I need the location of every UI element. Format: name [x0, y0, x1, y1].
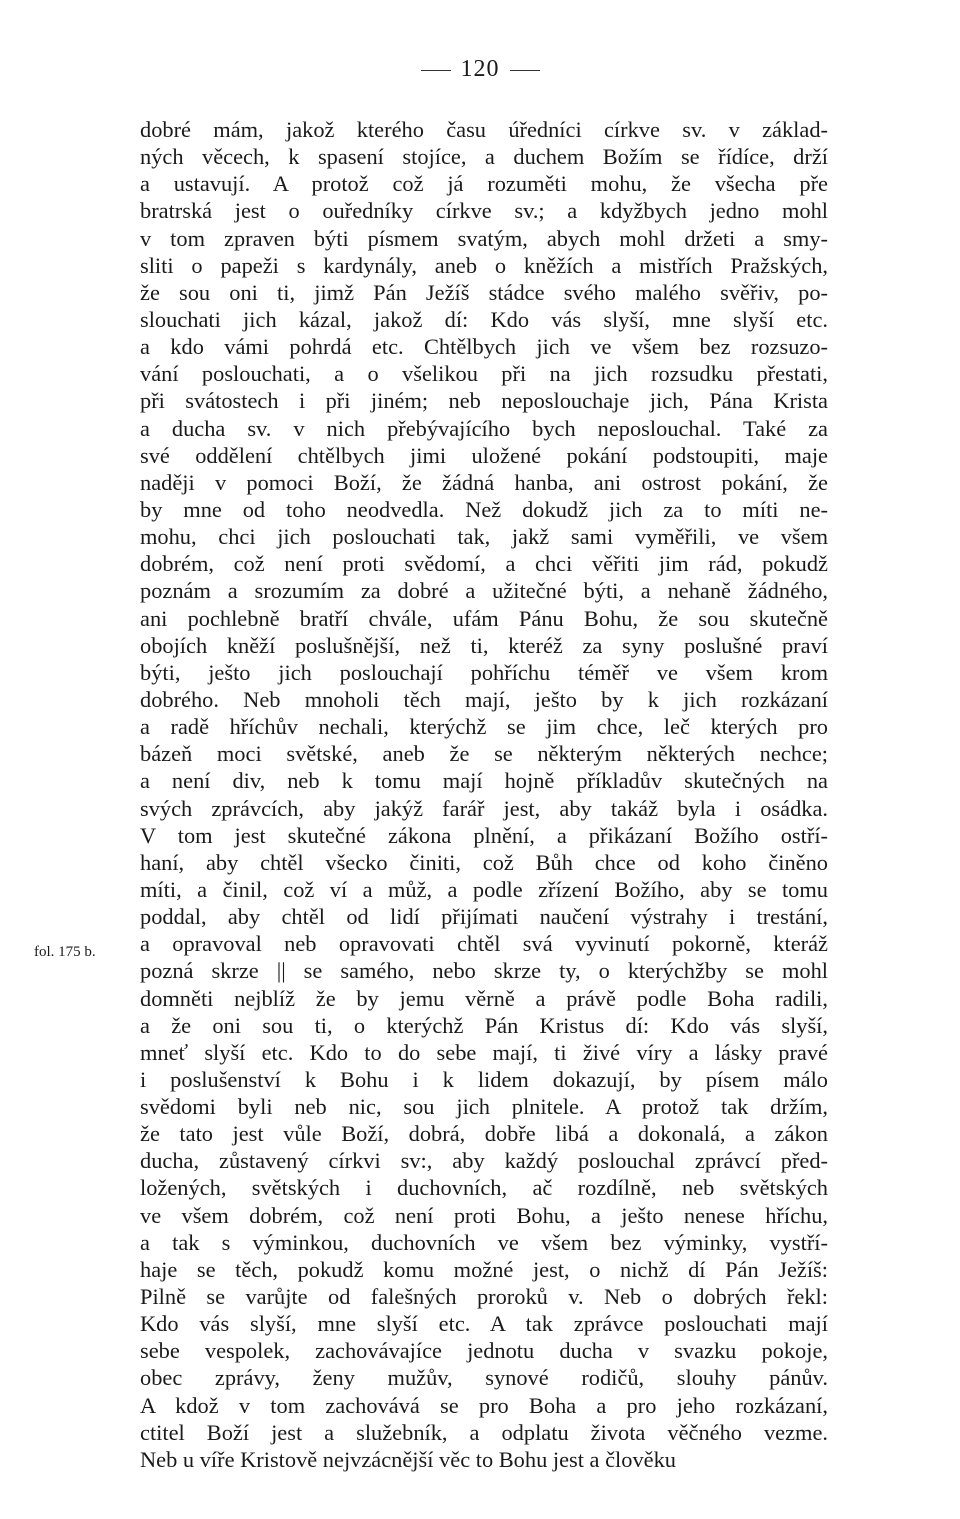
- text-line: dobrého. Neb mnoholi těch mají, ješto by k jich rozkázaní: [140, 686, 828, 712]
- text-line: a ducha sv. v nich přebývajícího bych neposlouchal. Také za: [140, 415, 828, 441]
- text-line: mneť slyší etc. Kdo to do sebe mají, ti živé víry a lásky pravé: [140, 1039, 828, 1065]
- text-line: a radě hříchův nechali, kterýchž se jim chce, leč kterých pro: [140, 714, 828, 740]
- text-line: slouchati jich kázal, jakož dí: Kdo vás slyší, mne slyší etc.: [140, 306, 828, 332]
- text-line: a opravoval neb opravovati chtěl svá vyvinutí pokorně, kteráž: [140, 931, 828, 957]
- text-line: že tato jest vůle Boží, dobrá, dobře libá a dokonalá, a zákon: [140, 1121, 828, 1147]
- text-line: haní, aby chtěl všecko činiti, což Bůh chce od koho činěno: [140, 849, 828, 875]
- text-line: domněti nejblíž že by jemu věrně a právě podle Boha radili,: [140, 985, 828, 1011]
- text-line: ložených, světských i duchovních, ač rozdílně, neb světských: [140, 1175, 828, 1201]
- text-line: obec zprávy, ženy mužův, synové rodičů, slouhy pánův.: [140, 1365, 828, 1391]
- text-line: vání poslouchati, a o všelikou při na jich rozsudku přestati,: [140, 361, 828, 387]
- text-line: bázeň moci světské, aneb že se některým některých nechce;: [140, 741, 828, 767]
- page-number: 120: [460, 56, 500, 82]
- text-line: pozná skrze || se samého, nebo skrze ty, o kterýchžby se mohl: [140, 958, 828, 984]
- right-dash: [510, 70, 540, 71]
- text-line: a že oni sou ti, o kterýchž Pán Kristus dí: Kdo vás slyší,: [140, 1012, 828, 1038]
- text-line: sebe vespolek, zachovávajíce jednotu ducha v svazku pokoje,: [140, 1338, 828, 1364]
- text-line: bratrská jest o ouředníky církve sv.; a kdyžbych jedno mohl: [140, 198, 828, 224]
- text-line: a ustavují. A protož což já rozuměti mohu, že všecha pře: [140, 171, 828, 197]
- text-line: míti, a činil, což ví a můž, a podle zřízení Božího, aby se tomu: [140, 876, 828, 902]
- text-line: ani pochlebně bratří chvále, ufám Pánu Bohu, že sou skutečně: [140, 605, 828, 631]
- text-line: i poslušenství k Bohu i k lidem dokazují, by písem málo: [140, 1066, 828, 1092]
- text-line: své oddělení chtělbych jimi uložené pokání podstoupiti, maje: [140, 442, 828, 468]
- text-line: A kdož v tom zachovává se pro Boha a pro jeho rozkázaní,: [140, 1392, 828, 1418]
- text-line: naději v pomoci Boží, že žádná hanba, ani ostrost pokání, že: [140, 469, 828, 495]
- text-line: že sou oni ti, jimž Pán Ježíš stádce svého malého svěřiv, po-: [140, 279, 828, 305]
- left-dash: [421, 70, 451, 71]
- text-line: Pilně se varůjte od falešných proroků v. Neb o dobrých řekl:: [140, 1284, 828, 1310]
- text-line: svědomi byli neb nic, sou jich plnitele. A protož tak držím,: [140, 1094, 828, 1120]
- text-line: by mne od toho neodvedla. Než dokudž jich za to míti ne-: [140, 496, 828, 522]
- page-header: [0, 56, 960, 83]
- text-line: ných věcech, k spasení stojíce, a duchem Božím se řídíce, drží: [140, 144, 828, 170]
- text-line: a není div, neb k tomu mají hojně příkladův skutečných na: [140, 768, 828, 794]
- text-line: ve všem dobrém, což není proti Bohu, a ješto nenese hříchu,: [140, 1202, 828, 1228]
- text-line: Neb u víře Kristově nejvzácnější věc to Bohu jest a člověku: [140, 1446, 676, 1472]
- text-line: svých zprávcích, aby jakýž farář jest, aby takáž byla i osádka.: [140, 795, 828, 821]
- text-line: dobré mám, jakož kterého času úředníci církve sv. v základ-: [140, 117, 828, 142]
- text-line: haje se těch, pokudž komu možné jest, o nichž dí Pán Ježíš:: [140, 1256, 828, 1282]
- text-body: [140, 116, 828, 1473]
- text-line: ctitel Boží jest a služebník, a odplatu života věčného vezme.: [140, 1419, 828, 1445]
- text-line: a tak s výminkou, duchovních ve všem bez výminky, vystří-: [140, 1229, 828, 1255]
- text-line: mohu, chci jich poslouchati tak, jakž sami vyměřili, ve všem: [140, 524, 828, 550]
- text-line: poznám a srozumím za dobré a užitečné býti, a nehaně žádného,: [140, 578, 828, 604]
- text-line: býti, ješto jich poslouchají pohříchu téměř ve všem krom: [140, 659, 828, 685]
- text-line: poddal, aby chtěl od lidí přijímati naučení výstrahy i trestání,: [140, 904, 828, 930]
- text-line: dobrém, což není proti svědomí, a chci věřiti jim rád, pokudž: [140, 551, 828, 577]
- text-line: Kdo vás slyší, mne slyší etc. A tak zprávce poslouchati mají: [140, 1311, 828, 1337]
- text-line: při svátostech i při jiném; neb neposlouchaje jich, Pána Krista: [140, 388, 828, 414]
- text-line: v tom zpraven býti písmem svatým, abych mohl držeti a smy-: [140, 225, 828, 251]
- text-line: ducha, zůstavený církvi sv:, aby každý poslouchal zprávcí před-: [140, 1148, 828, 1174]
- text-line: sliti o papeži s kardynály, aneb o kněžích a mistřích Pražských,: [140, 252, 828, 278]
- text-line: V tom jest skutečné zákona plnění, a přikázaní Božího ostří-: [140, 822, 828, 848]
- text-line: obojích kněží poslušnější, než ti, kteréž za syny poslušné praví: [140, 632, 828, 658]
- margin-note: fol. 175 b.: [34, 944, 96, 960]
- text-line: a kdo vámi pohrdá etc. Chtělbych jich ve všem bez rozsuzo-: [140, 334, 828, 360]
